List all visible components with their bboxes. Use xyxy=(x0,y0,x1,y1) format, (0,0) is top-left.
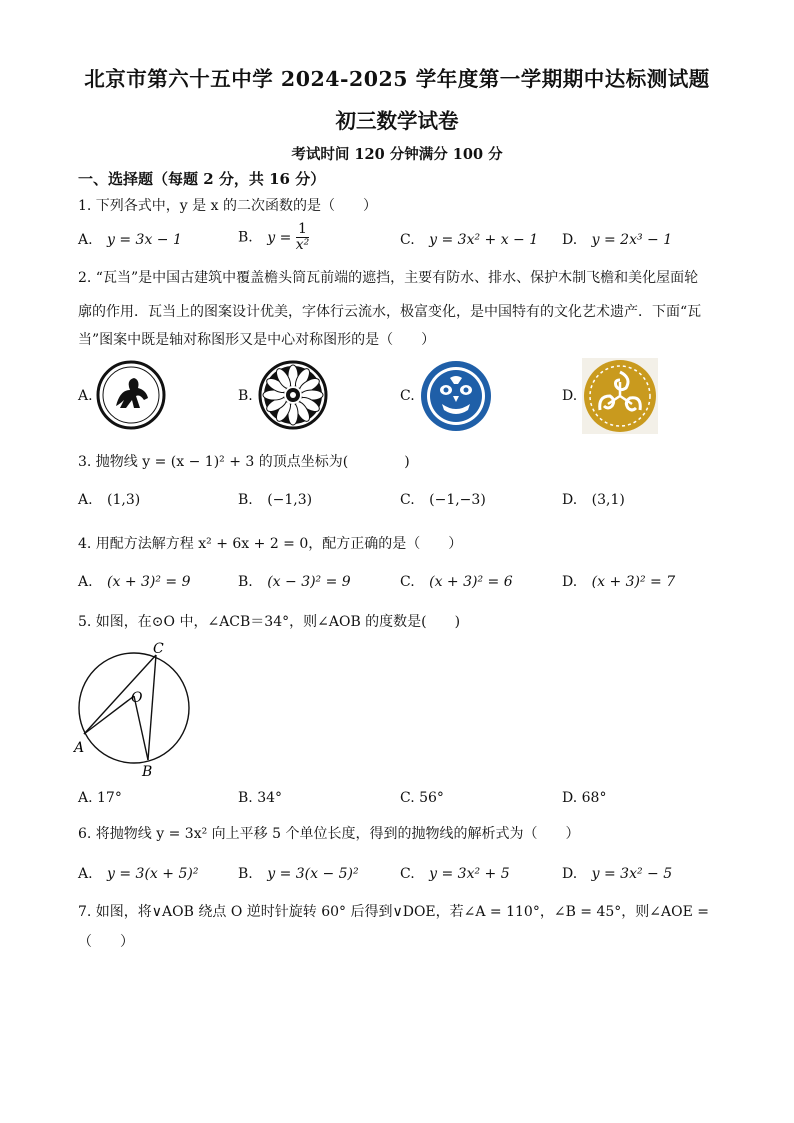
exam-info: 考试时间 120 分钟满分 100 分 xyxy=(291,146,503,163)
q4-stem: 4. 用配方法解方程 x² + 6x + 2 = 0，配方正确的是（ ） xyxy=(78,536,463,552)
q2-option-d-letter: D. xyxy=(562,388,578,404)
q7-line-1: 7. 如图，将∨AOB 绕点 O 逆时针旋转 60° 后得到∨DOE，若∠A = 110°，∠B = 45°，则∠AOE = xyxy=(78,904,710,920)
q6-option-d xyxy=(562,866,672,882)
q1-option-d xyxy=(562,232,672,248)
q2-line-1: 2. “瓦当”是中国古建筑中覆盖檐头筒瓦前端的遮挡，主要有防水、排水、保护木制飞檐和美化屋面轮 xyxy=(78,270,699,286)
fraction-denominator: x² xyxy=(295,237,310,253)
option-value: y = 3x − 1 xyxy=(107,232,182,248)
q3-option-b xyxy=(238,492,312,508)
option-letter: B. xyxy=(238,866,253,882)
q7-line-2: （ ） xyxy=(78,934,134,950)
segment-ao xyxy=(84,696,134,734)
option-value-lhs: y = xyxy=(267,229,292,246)
label-a: A xyxy=(74,740,85,756)
option-letter: A. xyxy=(78,492,93,508)
q2-option-b-tile-image xyxy=(258,360,328,430)
label-c: C xyxy=(153,641,164,657)
q5-option-c: C. 56° xyxy=(400,790,444,806)
label-b: B xyxy=(142,764,153,780)
q6-option-b xyxy=(238,866,359,882)
q2-line-2: 廓的作用．瓦当上的图案设计优美，字体行云流水，极富变化，是中国特有的文化艺术遗产．下面“瓦 xyxy=(78,304,702,320)
q2-line-3: 当”图案中既是轴对称图形又是中心对称图形的是（ ） xyxy=(78,332,436,348)
q3-option-c xyxy=(400,492,486,508)
q4-option-b xyxy=(238,574,351,590)
option-letter: C. xyxy=(400,492,415,508)
q2-option-d-tile-image xyxy=(582,358,658,434)
q2-option-b-letter: B. xyxy=(238,388,253,404)
option-letter: C. xyxy=(400,866,415,882)
q5-circle-figure xyxy=(72,638,202,780)
option-value: y = 3(x − 5)² xyxy=(267,866,359,882)
label-o: O xyxy=(131,690,143,706)
q6-option-a xyxy=(78,866,198,882)
q4-option-a xyxy=(78,574,191,590)
fraction xyxy=(296,222,310,253)
q1-stem: 1. 下列各式中，y 是 x 的二次函数的是（ ） xyxy=(78,198,377,214)
q3-option-a xyxy=(78,492,140,508)
q4-option-d xyxy=(562,574,675,590)
option-value: y = 3x² + x − 1 xyxy=(429,232,539,248)
option-letter: B. xyxy=(238,492,253,508)
option-value: y = 3x² − 5 xyxy=(591,866,673,882)
fraction-numerator: 1 xyxy=(296,222,310,238)
section-heading: 一、选择题（每题 2 分，共 16 分） xyxy=(78,170,326,188)
option-letter: A. xyxy=(78,232,93,248)
option-letter: B. xyxy=(238,574,253,590)
q5-option-b: B. 34° xyxy=(238,790,283,806)
option-value: (x + 3)² = 6 xyxy=(429,574,513,590)
q5-stem: 5. 如图，在⊙O 中，∠ACB＝34°，则∠AOB 的度数是( ) xyxy=(78,614,461,630)
option-value: (−1,3) xyxy=(267,492,313,508)
option-value: (x − 3)² = 9 xyxy=(267,574,351,590)
segment-cb xyxy=(148,655,156,760)
option-letter: A. xyxy=(78,866,93,882)
exam-subtitle: 初三数学试卷 xyxy=(335,109,459,133)
option-letter: D. xyxy=(562,492,578,508)
q1-option-c xyxy=(400,232,538,248)
q2-option-a-letter: A. xyxy=(78,388,93,404)
option-value: y = 3(x + 5)² xyxy=(107,866,199,882)
option-letter: B. xyxy=(238,229,253,246)
option-value: (3,1) xyxy=(591,492,625,508)
q1-option-b xyxy=(238,222,309,253)
option-value: (1,3) xyxy=(107,492,141,508)
exam-title: 北京市第六十五中学 2024-2025 学年度第一学期期中达标测试题 xyxy=(84,67,710,91)
option-value: (−1,−3) xyxy=(429,492,486,508)
option-letter: A. xyxy=(78,574,93,590)
option-value: y = 3x² + 5 xyxy=(429,866,510,882)
option-letter: D. xyxy=(562,866,578,882)
option-value: (x + 3)² = 7 xyxy=(591,574,676,590)
q2-option-a-tile-image xyxy=(96,360,166,430)
option-letter: C. xyxy=(400,232,415,248)
option-letter: D. xyxy=(562,232,578,248)
q6-stem: 6. 将抛物线 y = 3x² 向上平移 5 个单位长度，得到的抛物线的解析式为（ ） xyxy=(78,826,580,842)
option-value: y = 2x³ − 1 xyxy=(591,232,673,248)
q3-option-d xyxy=(562,492,625,508)
option-letter: D. xyxy=(562,574,578,590)
segment-ac xyxy=(84,655,156,734)
q5-option-a: A. 17° xyxy=(78,790,122,806)
circle-o xyxy=(79,653,189,763)
q2-option-c-letter: C. xyxy=(400,388,415,404)
q4-option-c xyxy=(400,574,513,590)
option-value: (x + 3)² = 9 xyxy=(107,574,191,590)
q2-option-c-tile-image xyxy=(420,360,492,432)
q6-option-c xyxy=(400,866,510,882)
q3-stem: 3. 抛物线 y = (x − 1)² + 3 的顶点坐标为( ) xyxy=(78,454,410,470)
q5-option-d: D. 68° xyxy=(562,790,607,806)
option-letter: C. xyxy=(400,574,415,590)
q1-option-a xyxy=(78,232,182,248)
